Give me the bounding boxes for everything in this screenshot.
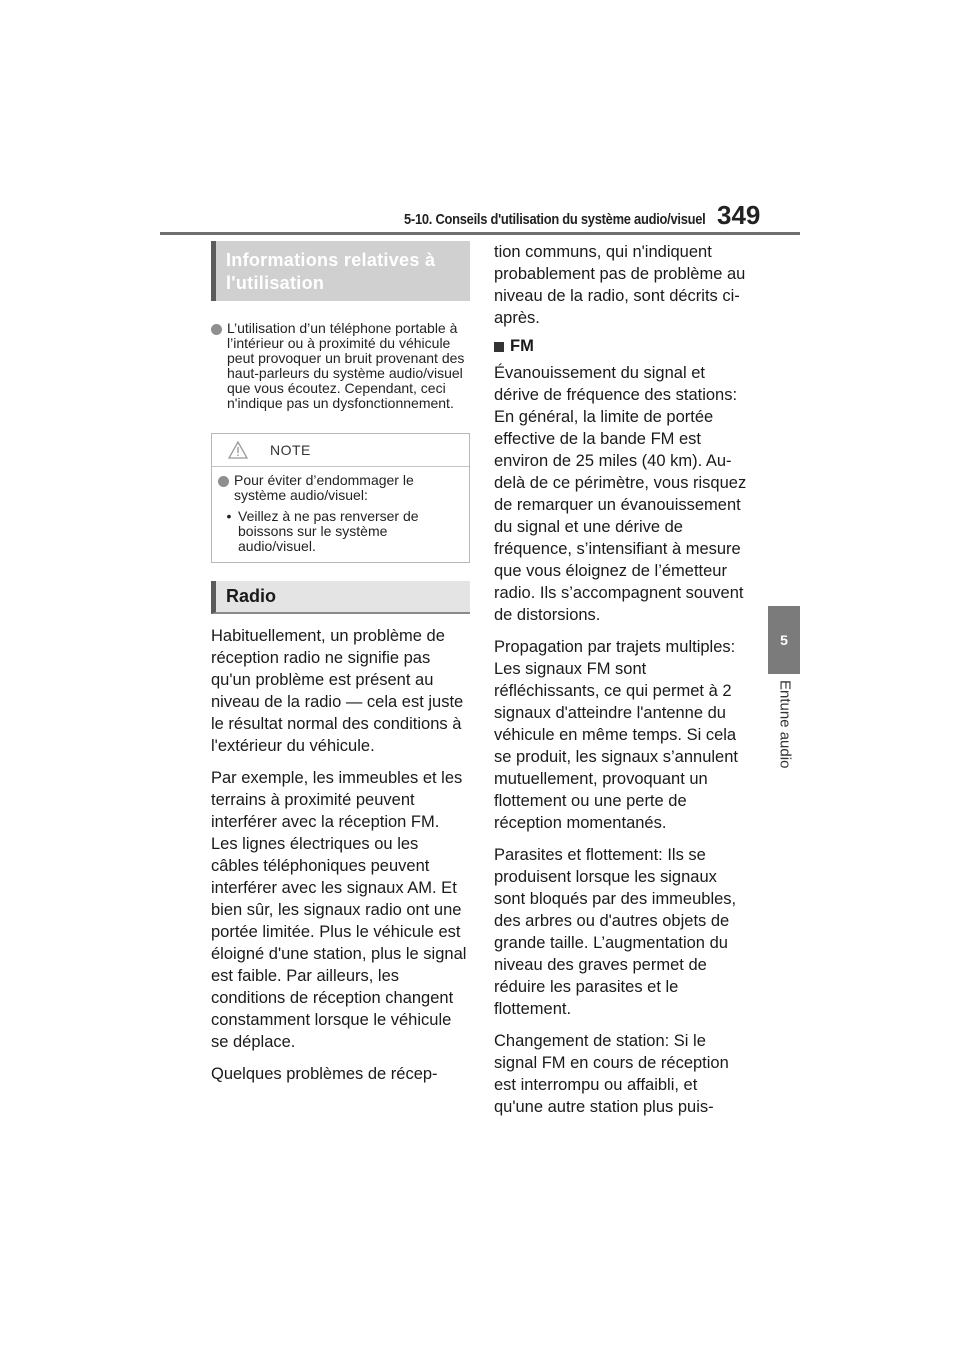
paragraph: Parasites et flottement: Ils se produisent lorsque les signaux sont bloqués par des immeubles, des arbres ou d'autres objets de grande taille. L’augmentation du niveau des graves permet de réduire les parasites et le flottement.	[494, 846, 737, 1018]
note-bullet	[218, 473, 461, 503]
fm-heading	[494, 337, 750, 356]
sub-bullet-icon: •	[226, 508, 232, 524]
radio-heading: Radio	[211, 581, 470, 614]
header-rule	[160, 232, 800, 235]
chapter-tab	[768, 606, 800, 674]
chapter-number: 5	[780, 632, 788, 648]
fm-heading-label: FM	[510, 337, 534, 355]
info-heading: Informations relatives à l'utilisation	[211, 241, 470, 301]
paragraph: Par exemple, les immeubles et les terrains à proximité peuvent interférer avec la réception FM. Les lignes électriques ou les câbles téléphoniques peuvent interférer avec les signaux AM. Et bien sûr, les signaux radio ont une portée limitée. Plus le véhicule est éloigné d'une station, plus le signal est faible. Par ailleurs, les conditions de réception changent constamment lorsque le véhicule se déplace.	[211, 769, 467, 1051]
info-bullet-text: L’utilisation d’un téléphone portable à l’intérieur ou à proximité du véhicule peut provoquer un bruit provenant des haut-parleurs du système audio/visuel que vous écoutez. Cependant, ceci n'indique pas un dysfonctionnement.	[227, 320, 465, 411]
note-bullet-text: Pour éviter d’endommager le système audio/visuel:	[234, 472, 414, 503]
paragraph: Changement de station: Si le signal FM en cours de réception est interrompu ou affaibli, et qu'une autre station plus puis-	[494, 1032, 729, 1116]
section-title: 5-10. Conseils d'utilisation du système audio/visuel	[404, 211, 706, 228]
warning-triangle-icon	[228, 441, 248, 459]
paragraph: Habituellement, un problème de réception radio ne signifie pas qu'un problème est présent au niveau de la radio — cela est juste le résultat normal des conditions à l'extérieur du véhicule.	[211, 627, 464, 755]
note-body	[212, 467, 469, 562]
note-sub-item	[218, 509, 461, 554]
note-title: NOTE	[270, 442, 311, 458]
square-bullet-icon	[494, 342, 504, 352]
radio-paragraphs	[211, 625, 470, 1085]
paragraph: Évanouissement du signal et dérive de fréquence des stations: En général, la limite de portée effective de la bande FM est environ de 25 miles (40 km). Au-delà de ce périmètre, vous risquez de remarquer un évanouissement du signal et une dérive de fréquence, s’intensifiant à mesure que vous éloignez de l’émetteur radio. Ils s’accompagnent souvent de distorsions.	[494, 364, 747, 624]
bullet-dot-icon	[218, 476, 229, 487]
paragraph: Quelques problèmes de récep-	[211, 1065, 438, 1083]
info-bullet	[211, 321, 470, 411]
bullet-dot-icon	[211, 324, 222, 335]
page-number: 349	[717, 200, 761, 230]
note-header	[212, 434, 469, 467]
left-column	[211, 241, 470, 1085]
right-column	[494, 241, 750, 1118]
note-box	[211, 433, 470, 563]
paragraph: Propagation par trajets multiples: Les signaux FM sont réfléchissants, ce qui permet à 2 signaux d'atteindre l'antenne du véhicule en même temps. Si cela se produit, les signaux s’annulent mutuellement, provoquant un flottement ou une perte de réception momentanés.	[494, 638, 738, 832]
paragraph-continuation: tion communs, qui n'indiquent probablement pas de problème au niveau de la radio, sont décrits ci-après.	[494, 243, 746, 327]
chapter-label: Entune audio	[776, 680, 794, 769]
note-sub-item-text: Veillez à ne pas renverser de boissons sur le système audio/visuel.	[238, 508, 419, 554]
